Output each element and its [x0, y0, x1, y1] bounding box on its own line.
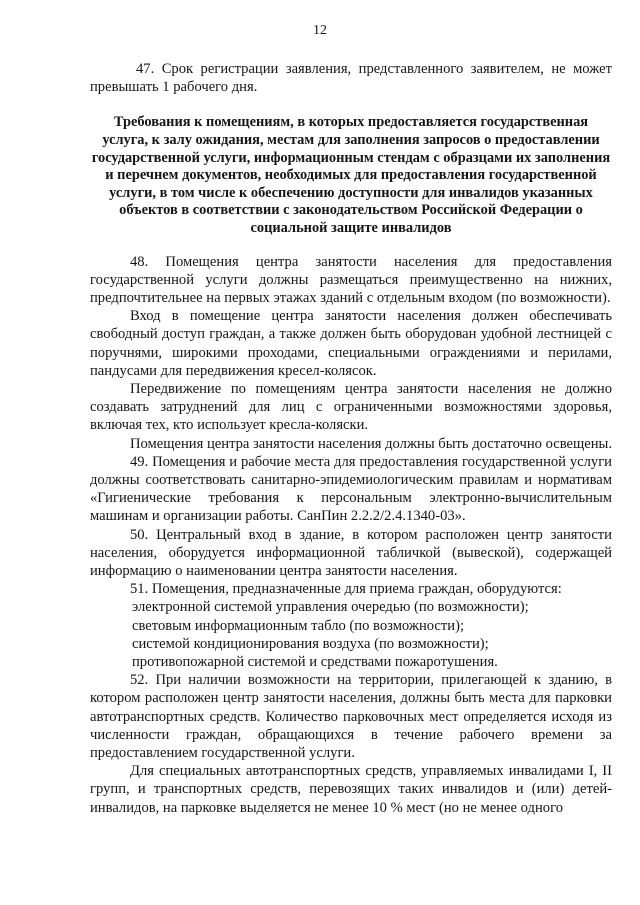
list-item: системой кондиционирования воздуха (по возможности);: [132, 635, 489, 652]
section-heading: Требования к помещениям, в которых предоставляется государственная услуга, к залу ожидания, местам для заполнения запросов о предоставлении государственной услуги, информационным стендам с образцами их заполнения и перечнем документов, необходимых для предоставления государственной услуги, в том числе к обеспечению доступности для инвалидов указанных объектов в соответствии с законодательством Российской Федерации о социальной защите инвалидов: [91, 114, 611, 236]
paragraph-50: 50. Центральный вход в здание, в котором расположен центр занятости населения, оборудуется информационной табличкой (вывеской), содержащей информацию о наименовании центра занятости населения.: [90, 526, 612, 580]
list-item: электронной системой управления очередью (по возможности);: [132, 599, 529, 616]
paragraph-48-lighting: Помещения центра занятости населения должны быть достаточно освещены.: [130, 435, 613, 452]
paragraph-52-parking: Для специальных автотранспортных средств, управляемых инвалидами I, II групп, и транспортных средств, перевозящих таких инвалидов и (или) детей-инвалидов, на парковке выделяется не менее 10 % мест (но не менее одного: [90, 763, 612, 816]
paragraph-49: 49. Помещения и рабочие места для предоставления государственной услуги должны соответствовать санитарно-эпидемиологическим правилам и нормативам «Гигиенические требования к персональным электронно-вычислительным машинам и организации работы. СанПин 2.2.2/2.4.1340-03».: [90, 453, 612, 525]
paragraph-51: 51. Помещения, предназначенные для приема граждан, оборудуются:: [130, 581, 562, 598]
paragraph-48-movement: Передвижение по помещениям центра занятости населения не должно создавать затруднений для лиц с ограниченными возможностями здоровья, включая тех, кто использует кресла-коляски.: [90, 380, 612, 434]
paragraph-48-entrance: Вход в помещение центра занятости населения должен обеспечивать свободный доступ граждан, а также должен быть оборудован удобной лестницей с поручнями, широкими проходами, специальными ограждениями и перилами, пандусами для передвижения кресел-колясок.: [90, 308, 612, 379]
page-number: 12: [313, 23, 327, 38]
paragraph-47: 47. Срок регистрации заявления, представленного заявителем, не может превышать 1 рабочего дня.: [90, 61, 612, 96]
list-item: противопожарной системой и средствами пожаротушения.: [132, 654, 498, 671]
paragraph-52: 52. При наличии возможности на территории, прилегающей к зданию, в котором расположен центр занятости населения, должны быть места для парковки автотранспортных средств. Количество парковочных мест определяется исходя из численности граждан, обращающихся в течение рабочего времени за предоставлением государственной услуги.: [90, 672, 612, 762]
page-body: [90, 60, 612, 817]
paragraph-48: 48. Помещения центра занятости населения для предоставления государственной услуги должны размещаться преимущественно на нижних, предпочтительнее на первых этажах зданий с отдельным входом (по возможности).: [90, 253, 612, 306]
list-item: световым информационным табло (по возможности);: [132, 617, 464, 634]
